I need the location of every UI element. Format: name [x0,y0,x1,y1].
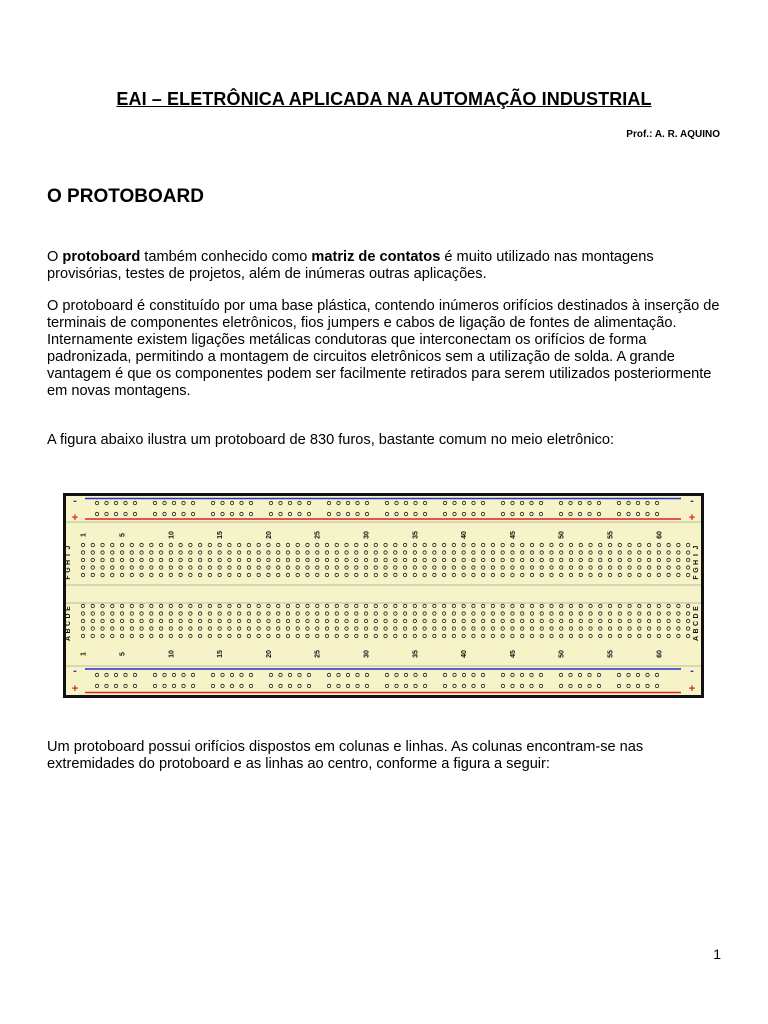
term-matriz-de-contatos: matriz de contatos [311,249,441,265]
document-title: EAI – ELETRÔNICA APLICADA NA AUTOMAÇÃO INDUSTRIAL [116,89,652,109]
column-number-top: 1 [80,533,88,537]
row-label-right: H [693,559,700,566]
rail-plus-symbol-top-right: + [688,512,696,524]
column-number-top: 15 [217,531,225,539]
row-label-left: B [65,628,72,634]
column-number-top: 60 [656,531,664,539]
row-label-right: E [693,606,700,611]
paragraph-figure-intro: A figura abaixo ilustra um protoboard de 830 furos, bastante comum no meio eletrônico: [47,432,615,448]
column-number-top: 10 [168,531,176,539]
row-label-right: F [693,575,700,580]
column-number-bottom: 40 [461,650,469,658]
row-label-left: E [65,606,72,611]
row-label-left: I [65,554,72,556]
rail-minus-symbol-bottom-right: - [690,665,694,677]
row-label-left: D [65,613,72,619]
intro-text-2: também conhecido como [140,249,312,265]
intro-text-3: é muito utilizado nas montagens provisórias, testes de projetos, além de inúmeras outras aplicações. [47,249,654,282]
column-number-bottom: 1 [80,652,88,656]
row-label-right: A [693,635,700,642]
row-label-left: C [65,620,72,627]
column-number-bottom: 5 [119,652,127,656]
rail-plus-symbol-top-left: + [71,512,79,524]
column-number-bottom: 15 [217,650,225,658]
row-label-left: F [65,575,72,580]
intro-text-1: O [47,249,63,265]
row-label-right: G [693,567,700,573]
row-label-left: J [65,545,72,550]
column-number-top: 25 [314,531,322,539]
column-number-bottom: 10 [168,650,176,658]
rail-plus-symbol-bottom-left: + [71,683,79,695]
column-number-top: 35 [412,531,420,539]
column-number-bottom: 30 [363,650,371,658]
column-number-bottom: 45 [509,650,517,658]
row-label-right: C [693,620,700,627]
paragraph-description: O protoboard é constituído por uma base plástica, contendo inúmeros orifícios destinados à inserção de terminais de componentes eletrônicos, fios jumpers e cabos de ligação de fontes de alimentação. Internamente existem ligações metálicas condutoras que interconectam os orifícios de forma padronizada, permitindo a montagem de circuitos eletrônicos sem a utilização de solda. A grande vantagem é que os componentes podem ser facilmente retirados para serem utilizados posteriormente em novas montagens. [47,298,720,399]
rail-minus-symbol-bottom-left: - [73,665,77,677]
column-number-bottom: 55 [607,650,615,658]
rail-minus-symbol-top-right: - [690,495,694,507]
column-number-bottom: 60 [656,650,664,658]
column-number-top: 30 [363,531,371,539]
column-number-top: 20 [265,531,273,539]
row-label-right: D [693,613,700,619]
rail-minus-symbol-top-left: - [73,495,77,507]
page-number: 1 [713,946,721,962]
rail-plus-symbol-bottom-right: + [688,683,696,695]
column-number-bottom: 20 [265,650,273,658]
column-number-bottom: 35 [412,650,420,658]
column-number-top: 45 [509,531,517,539]
column-number-top: 5 [119,533,127,537]
row-label-right: I [693,554,700,556]
row-label-left: A [65,635,72,642]
paragraph-layout: Um protoboard possui orifícios dispostos em colunas e linhas. As colunas encontram-se nas extremidades do protoboard e as linhas ao centro, conforme a figura a seguir: [47,739,644,772]
column-number-top: 50 [558,531,566,539]
row-label-left: H [65,559,72,566]
author-line: Prof.: A. R. AQUINO [626,129,720,140]
column-number-top: 40 [461,531,469,539]
column-number-top: 55 [607,531,615,539]
row-label-right: B [693,628,700,634]
row-label-right: J [693,545,700,550]
term-protoboard: protoboard [62,249,141,265]
paragraph-intro [47,249,727,283]
column-number-bottom: 25 [314,650,322,658]
protoboard-figure [63,493,704,698]
column-number-bottom: 50 [558,650,566,658]
row-label-left: G [65,567,72,573]
section-title: O PROTOBOARD [47,186,204,207]
